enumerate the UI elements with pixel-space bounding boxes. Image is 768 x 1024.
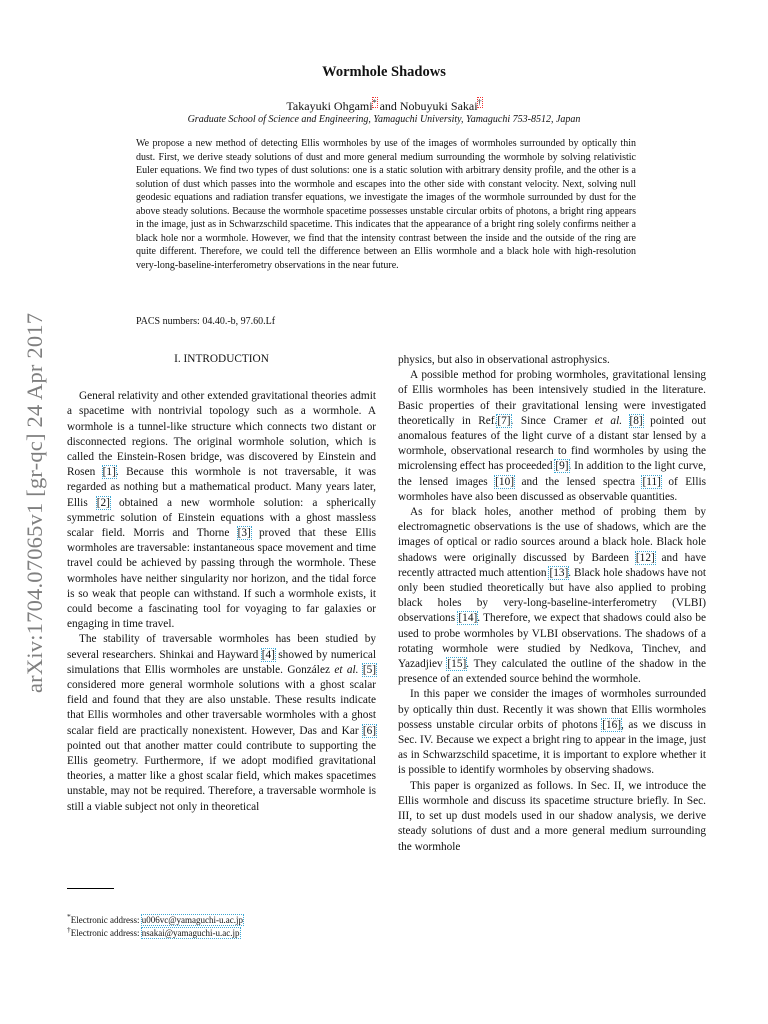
paragraph: General relativity and other extended gravitational theories admit a spacetime with nontrivial topology such as a wormhole. A wormhole is a tunnel-like structure which connects two distant or disconnected regions. The original wormhole solution, which is called the Einstein-Rosen bridge, was discovered by Einstein and Rosen [1]. Because this wormhole is not traversable, it was regarded as nothing but a mathematical product. Many years later, Ellis [2] obtained a new wormhole solution: a spherically symmetric solution of Einstein equations with a ghost massless scalar field. Morris and Thorne [3] proved that these Ellis wormholes are traversable: instantaneous space movement and time travel could be achieved by passing through the wormhole. These wormholes have neither singularity nor horizon, and the tidal force is so weak that people can withstand. If such a wormhole exists, it could become a fascinating tool for voyaging to far galaxies or engaging in time travel. — [67, 390, 377, 631]
citation-link[interactable]: [16] — [602, 718, 622, 731]
citation-link[interactable]: [14] — [458, 612, 478, 625]
pacs-numbers: PACS numbers: 04.40.-b, 97.60.Lf — [136, 316, 276, 327]
paragraph: This paper is organized as follows. In Sec. II, we introduce the Ellis wormhole and discuss its spacetime structure briefly. In Sec. III, to set up dust models used in our shadow analysis, we derive steady solutions of dust and a more general medium surrounding the wormhole — [398, 779, 706, 853]
citation-link[interactable]: [11] — [642, 475, 661, 488]
paper-title: Wormhole Shadows — [322, 64, 446, 80]
author-footnote-mark[interactable]: * — [372, 98, 377, 107]
email-link[interactable]: nsakai@yamaguchi-u.ac.jp — [141, 928, 240, 938]
author-separator: and — [376, 99, 400, 113]
citation-link[interactable]: [8] — [629, 414, 643, 427]
author-sakai: Nobuyuki Sakai — [399, 99, 478, 113]
citation-link[interactable]: [9] — [555, 460, 569, 473]
citation-link[interactable]: [3] — [237, 527, 251, 540]
paragraph: In this paper we consider the images of wormholes surrounded by optically thin dust. Recently it was shown that Ellis wormholes possess unstable circular orbits of photons [16], as we discuss in Sec. IV. Because we expect a bright ring to appear in the image, just as in Schwarzschild spacetime, it is important to explore whether it is possible to identify wormholes by observing shadows. — [398, 688, 706, 777]
author-line — [0, 98, 768, 114]
arxiv-identifier-stamp: arXiv:1704.07065v1 [gr-qc] 24 Apr 2017 — [22, 312, 47, 693]
citation-link[interactable]: [7] — [497, 414, 511, 427]
author-ohgami: Takayuki Ohgami — [286, 99, 373, 113]
paragraph: The stability of traversable wormholes has been studied by several researchers. Shinkai and Hayward [4] showed by numerical simulations that Ellis wormholes are unstable. González et al. [5] considered more general wormhole solutions with a ghost scalar field and found that they are also unstable. These results indicate that Ellis wormholes and other traversable wormholes with a ghost scalar field are practically nonexistent. However, Das and Kar [6] pointed out that another matter could contribute to supporting the Ellis geometry. Furthermore, if we adopt modified gravitational theories, a matter like a ghost scalar field, which makes spacetimes unstable, may not be required. Therefore, a traversable wormhole is still a viable subject not only in theoretical — [67, 633, 377, 813]
right-column — [398, 353, 706, 855]
affiliation: Graduate School of Science and Engineering, Yamaguchi University, Yamaguchi 753-8512, Japan — [187, 114, 581, 125]
abstract: We propose a new method of detecting Ellis wormholes by use of the images of wormholes surrounded by optically thin dust. First, we derive steady solutions of dust and more general medium surrounding the wormhole by solving relativistic Euler equations. We find two types of dust solutions: one is a static solution with arbitrary density profile, and the other is a solution of dust which passes into the wormhole and escapes into the other side with constant velocity. Next, solving null geodesic equations and radiation transfer equations, we investigate the images of the wormhole surrounded by dust for the above steady solutions. Because the wormhole spacetime possesses unstable circular orbits of photons, a bright ring appears in the image, just as in Schwarzschild spacetime. This indicates that the appearance of a bright ring solely confirms neither a black hole nor a wormhole. However, we find that the intensity contrast between the inside and the outside of the ring are quite different. Therefore, we could tell the difference between an Ellis wormhole and a black hole with high-resolution very-long-baseline-interferometry observations in the near future. — [136, 138, 636, 271]
citation-link[interactable]: [12] — [635, 551, 655, 564]
paragraph: physics, but also in observational astrophysics. — [398, 354, 610, 366]
citation-link[interactable]: [15] — [447, 658, 467, 671]
paragraph: A possible method for probing wormholes, gravitational lensing of Ellis wormholes has been intensively studied in the literature. Basic properties of their gravitational lensing were investigated theoretically in Ref.[7]. Since Cramer et al. [8] pointed out anomalous features of the light curve of a distant star lensed by a wormhole, observational research to find wormholes by using the microlensing effect has proceeded [9]. In addition to the light curve, the lensed images [10] and the lensed spectra [11] of Ellis wormholes have also been discussed as observable quantities. — [398, 369, 706, 503]
citation-link[interactable]: [13] — [549, 566, 569, 579]
citation-link[interactable]: [2] — [96, 496, 110, 509]
footnote-rule — [67, 888, 114, 889]
citation-link[interactable]: [10] — [495, 475, 514, 488]
citation-link[interactable]: [5] — [362, 663, 376, 676]
citation-link[interactable]: [6] — [362, 724, 376, 737]
footnote: †Electronic address: nsakai@yamaguchi-u.ac.jp — [67, 925, 240, 938]
email-link[interactable]: u006vc@yamaguchi-u.ac.jp — [141, 915, 243, 925]
citation-link[interactable]: [1] — [102, 466, 116, 479]
citation-link[interactable]: [4] — [261, 648, 275, 661]
paragraph: As for black holes, another method of probing them by electromagnetic observations is the use of shadows, which are the images of optical or radio sources around a black hole. Black hole shadows were originally discussed by Bardeen [12] and have recently attracted much attention [13]. Black hole shadows have not only been studied theoretically but have also applied to probing black holes by very-long-baseline-interferometry (VLBI) observations [14]. Therefore, we expect that shadows could also be used to probe wormholes by VLBI observations. The shadows of a rotating wormhole were studied by Nedkova, Tinchev, and Yazadjiev [15]. They calculated the outline of the shadow in the presence of an extended source behind the wormhole. — [398, 506, 706, 686]
left-column — [67, 352, 376, 815]
section-heading: I. INTRODUCTION — [174, 353, 269, 365]
footnote: *Electronic address: u006vc@yamaguchi-u.ac.jp — [67, 912, 243, 925]
author-footnote-mark[interactable]: † — [477, 98, 482, 107]
